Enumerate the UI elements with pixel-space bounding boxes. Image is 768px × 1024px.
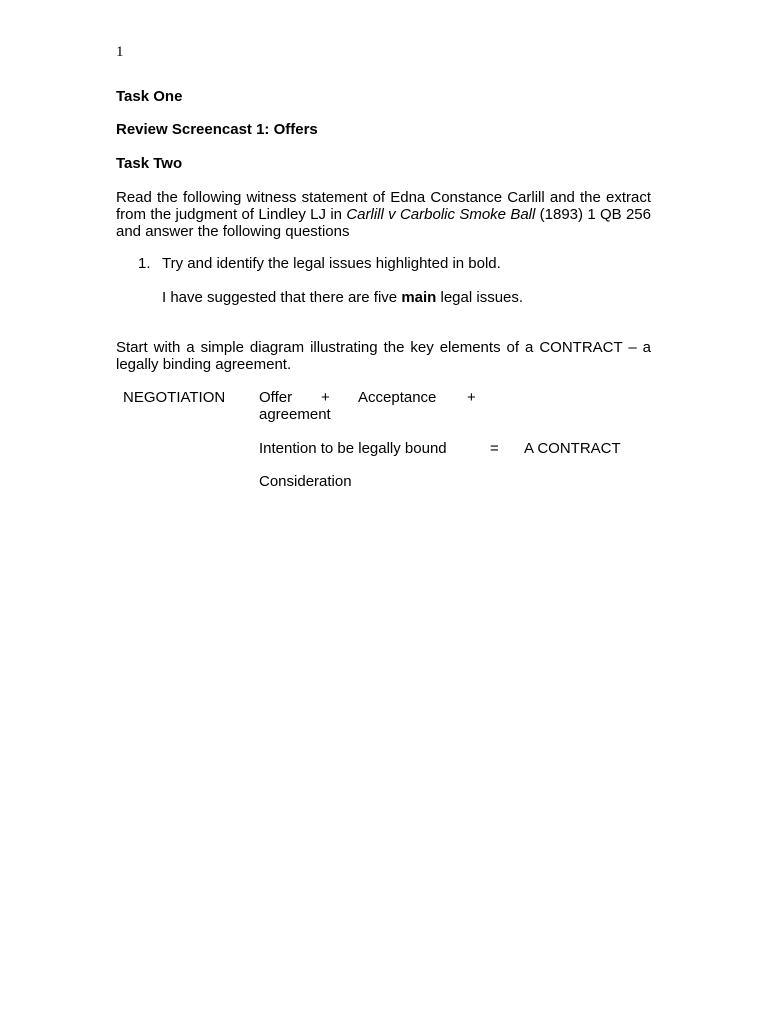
diagram-intention: Intention to be legally bound [259,440,447,457]
note-text-before: I have suggested that there are five [162,289,402,306]
question-note [162,289,523,306]
diagram-agreement: agreement [259,406,331,423]
diagram-equals: = [490,440,499,457]
note-text-after: legal issues. [436,289,524,306]
page-number: 1 [116,44,124,60]
note-bold-word: main [401,289,437,306]
diagram-plus-1: + [321,389,330,406]
diagram-consideration: Consideration [259,473,352,490]
diagram-plus-2: + [467,389,476,406]
intro-text-after: (1893) 1 QB 256 and answer the following questions [116,206,651,240]
diagram-acceptance: Acceptance [358,389,437,406]
diagram-intro-paragraph: Start with a simple diagram illustrating the key elements of a CONTRACT – a legally binding agreement. [116,339,651,373]
review-screencast-heading: Review Screencast 1: Offers [116,121,318,138]
task-one-heading: Task One [116,88,183,105]
question-text: Try and identify the legal issues highlighted in bold. [162,255,501,272]
intro-text-before: Read the following witness statement of Edna Constance Carlill and the extract from the judgment of Lindley LJ in [116,189,651,223]
question-number: 1. [138,255,151,272]
case-name: Carlill v Carbolic Smoke Ball [346,206,536,223]
intro-paragraph [116,189,651,240]
task-two-heading: Task Two [116,155,183,172]
diagram-offer: Offer [259,389,293,406]
diagram-result: A CONTRACT [524,440,621,457]
diagram-negotiation: NEGOTIATION [123,389,226,406]
